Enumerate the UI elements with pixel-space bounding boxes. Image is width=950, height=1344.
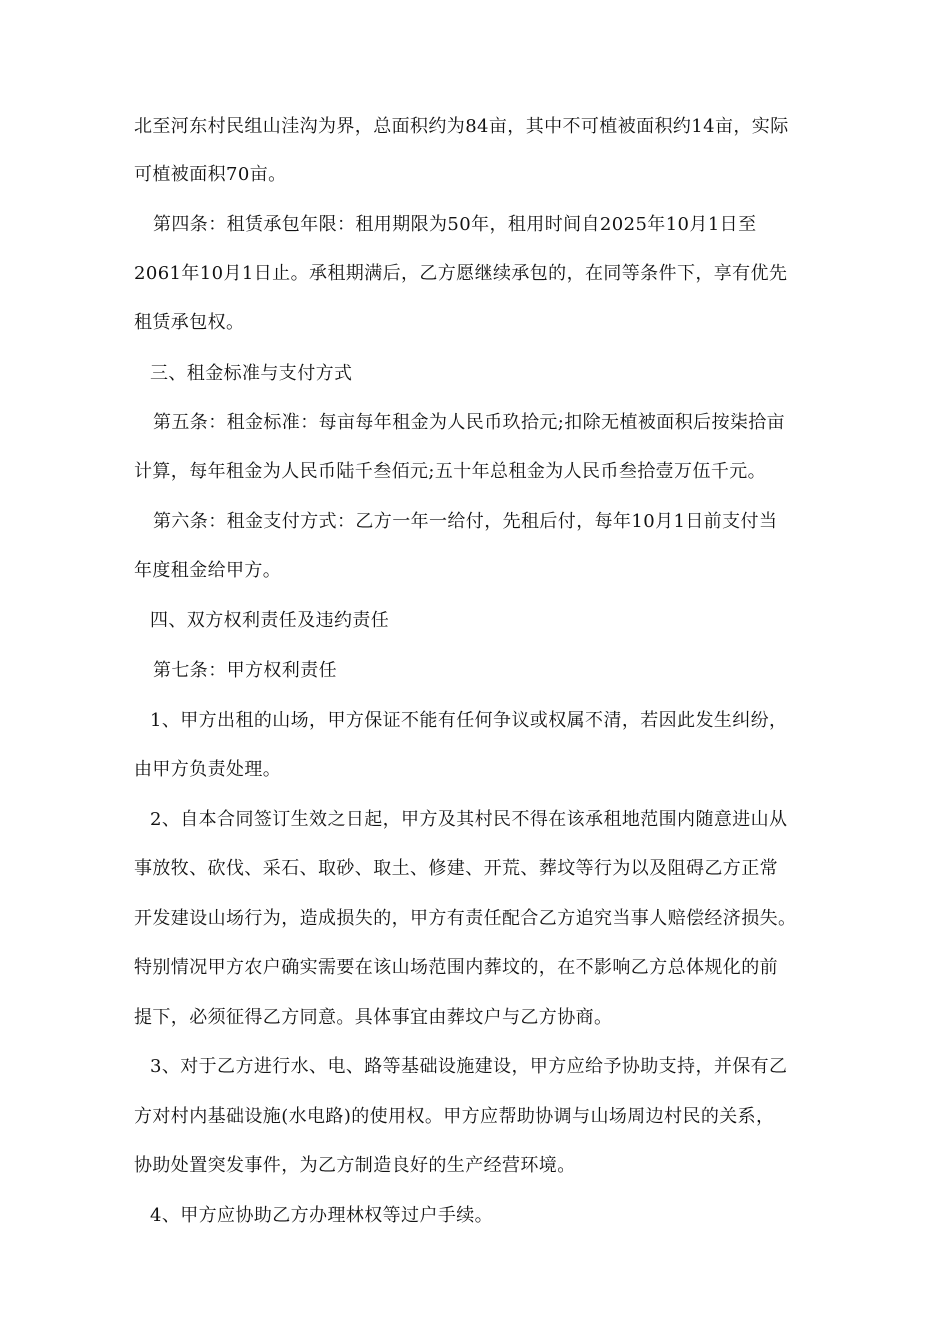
- article-6-line: 年度租金给甲方。: [134, 560, 282, 581]
- clause-3-line: 协助处置突发事件，为乙方制造良好的生产经营环境。: [134, 1155, 576, 1176]
- article-4-line: 2061年10月1日止。承租期满后，乙方愿继续承包的，在同等条件下，享有优先: [134, 263, 788, 284]
- clause-2-line: 特别情况甲方农户确实需要在该山场范围内葬坟的，在不影响乙方总体规化的前: [134, 957, 778, 978]
- section-heading-4: 四、双方权利责任及违约责任: [150, 610, 390, 631]
- clause-1-line: 由甲方负责处理。: [134, 759, 282, 780]
- article-4-line: 第四条：租赁承包年限：租用期限为50年，租用时间自2025年10月1日至: [153, 214, 757, 235]
- clause-3-line: 3、对于乙方进行水、电、路等基础设施建设，甲方应给予协助支持，并保有乙: [150, 1056, 788, 1077]
- article-4-line: 租赁承包权。: [134, 312, 245, 333]
- article-7-heading: 第七条：甲方权利责任: [153, 660, 337, 681]
- article-5-line: 第五条：租金标准：每亩每年租金为人民币玖拾元;扣除无植被面积后按柒拾亩: [153, 412, 786, 433]
- clause-2-line: 2、自本合同签订生效之日起，甲方及其村民不得在该承租地范围内随意进山从: [150, 809, 788, 830]
- clause-2-line: 开发建设山场行为，造成损失的，甲方有责任配合乙方追究当事人赔偿经济损失。: [134, 908, 797, 929]
- clause-3-line: 方对村内基础设施(水电路)的使用权。甲方应帮助协调与山场周边村民的关系，: [134, 1106, 775, 1127]
- paragraph-line: 可植被面积70亩。: [134, 164, 287, 185]
- clause-1-line: 1、甲方出租的山场，甲方保证不能有任何争议或权属不清，若因此发生纠纷，: [150, 710, 788, 731]
- article-5-line: 计算，每年租金为人民币陆千叁佰元;五十年总租金为人民币叁拾壹万伍千元。: [134, 461, 767, 482]
- clause-4-line: 4、甲方应协助乙方办理林权等过户手续。: [150, 1205, 494, 1226]
- article-6-line: 第六条：租金支付方式：乙方一年一给付，先租后付，每年10月1日前支付当: [153, 511, 778, 532]
- paragraph-line: 北至河东村民组山洼沟为界，总面积约为84亩，其中不可植被面积约14亩，实际: [134, 116, 789, 137]
- clause-2-line: 提下，必须征得乙方同意。具体事宜由葬坟户与乙方协商。: [134, 1007, 613, 1028]
- clause-2-line: 事放牧、砍伐、采石、取砂、取土、修建、开荒、葬坟等行为以及阻碍乙方正常: [134, 858, 778, 879]
- section-heading-3: 三、租金标准与支付方式: [150, 363, 353, 384]
